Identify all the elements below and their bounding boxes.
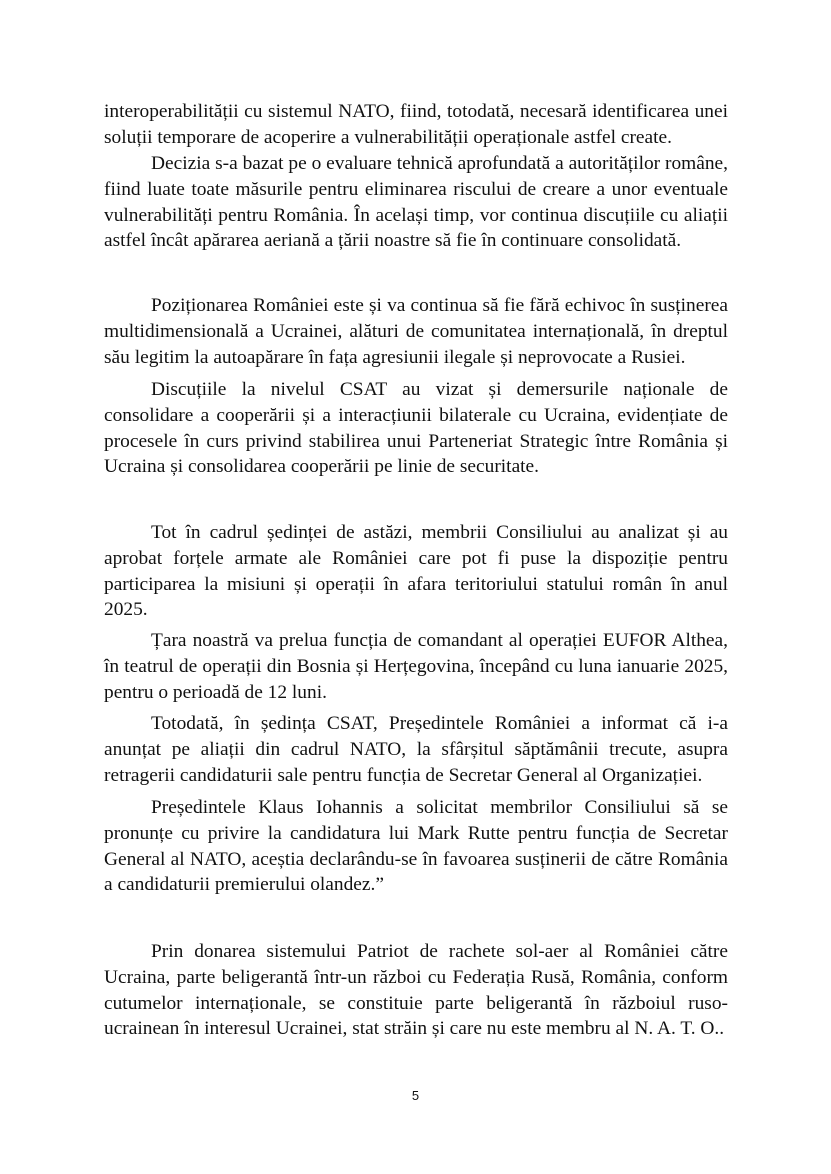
page-number: 5 xyxy=(411,1088,420,1103)
paragraph-armed-forces: Tot în cadrul ședinței de astăzi, membrii Consiliului au analizat și au aprobat forțele armate ale României care pot fi puse la dispoziție pentru participarea la misiuni și operații în afara teritoriului statului român în anul 2025. xyxy=(104,522,728,621)
paragraph-eufor-althea: Țara noastră va prelua funcția de comandant al operației EUFOR Althea, în teatrul de operații din Bosnia și Herțegovina, începând cu luna ianuarie 2025, pentru o perioadă de 12 luni. xyxy=(104,630,728,703)
paragraph-iohannis-rutte: Președintele Klaus Iohannis a solicitat membrilor Consiliului să se pronunțe cu privire la candidatura lui Mark Rutte pentru funcția de Secretar General al NATO, aceștia declarându-se în favoarea susținerii de către România a candidaturii premierului olandez.” xyxy=(104,797,728,896)
paragraph-continuation: interoperabilității cu sistemul NATO, fiind, totodată, necesară identificarea unei soluții temporare de acoperire a vulnerabilității operaționale astfel create. xyxy=(104,101,728,148)
paragraph-decision: Decizia s-a bazat pe o evaluare tehnică aprofundată a autorităților române, fiind luate toate măsurile pentru eliminarea riscului de creare a unor eventuale vulnerabilități pentru România. În același timp, vor continua discuțiile cu aliații astfel încât apărarea aeriană a țării noastre să fie în continuare consolidată. xyxy=(104,153,728,252)
paragraph-positioning: Poziționarea României este și va continua să fie fără echivoc în susținerea multidimensională a Ucrainei, alături de comunitatea internațională, în dreptul său legitim la autoapărare în fața agresiunii ilegale și neprovocate a Rusiei. xyxy=(104,295,728,368)
paragraph-csat-discussions: Discuțiile la nivelul CSAT au vizat și demersurile naționale de consolidare a cooperării și a interacțiunii bilaterale cu Ucraina, evidențiate de procesele în curs privind stabilirea unui Parteneriat Strategic între România și Ucraina și consolidarea cooperării pe linie de securitate. xyxy=(104,379,728,478)
paragraph-patriot-donation: Prin donarea sistemului Patriot de rachete sol-aer al României către Ucraina, parte beligerantă într-un război cu Federația Rusă, România, conform cutumelor internaționale, se constituie parte beligerantă în războiul ruso-ucrainean în interesul Ucrainei, stat străin și care nu este membru al N. A. T. O.. xyxy=(104,941,728,1040)
paragraph-president-nato: Totodată, în ședința CSAT, Președintele României a informat că i-a anunțat pe aliații din cadrul NATO, la sfârșitul săptămânii trecute, asupra retragerii candidaturii sale pentru funcția de Secretar General al Organizației. xyxy=(104,713,728,786)
